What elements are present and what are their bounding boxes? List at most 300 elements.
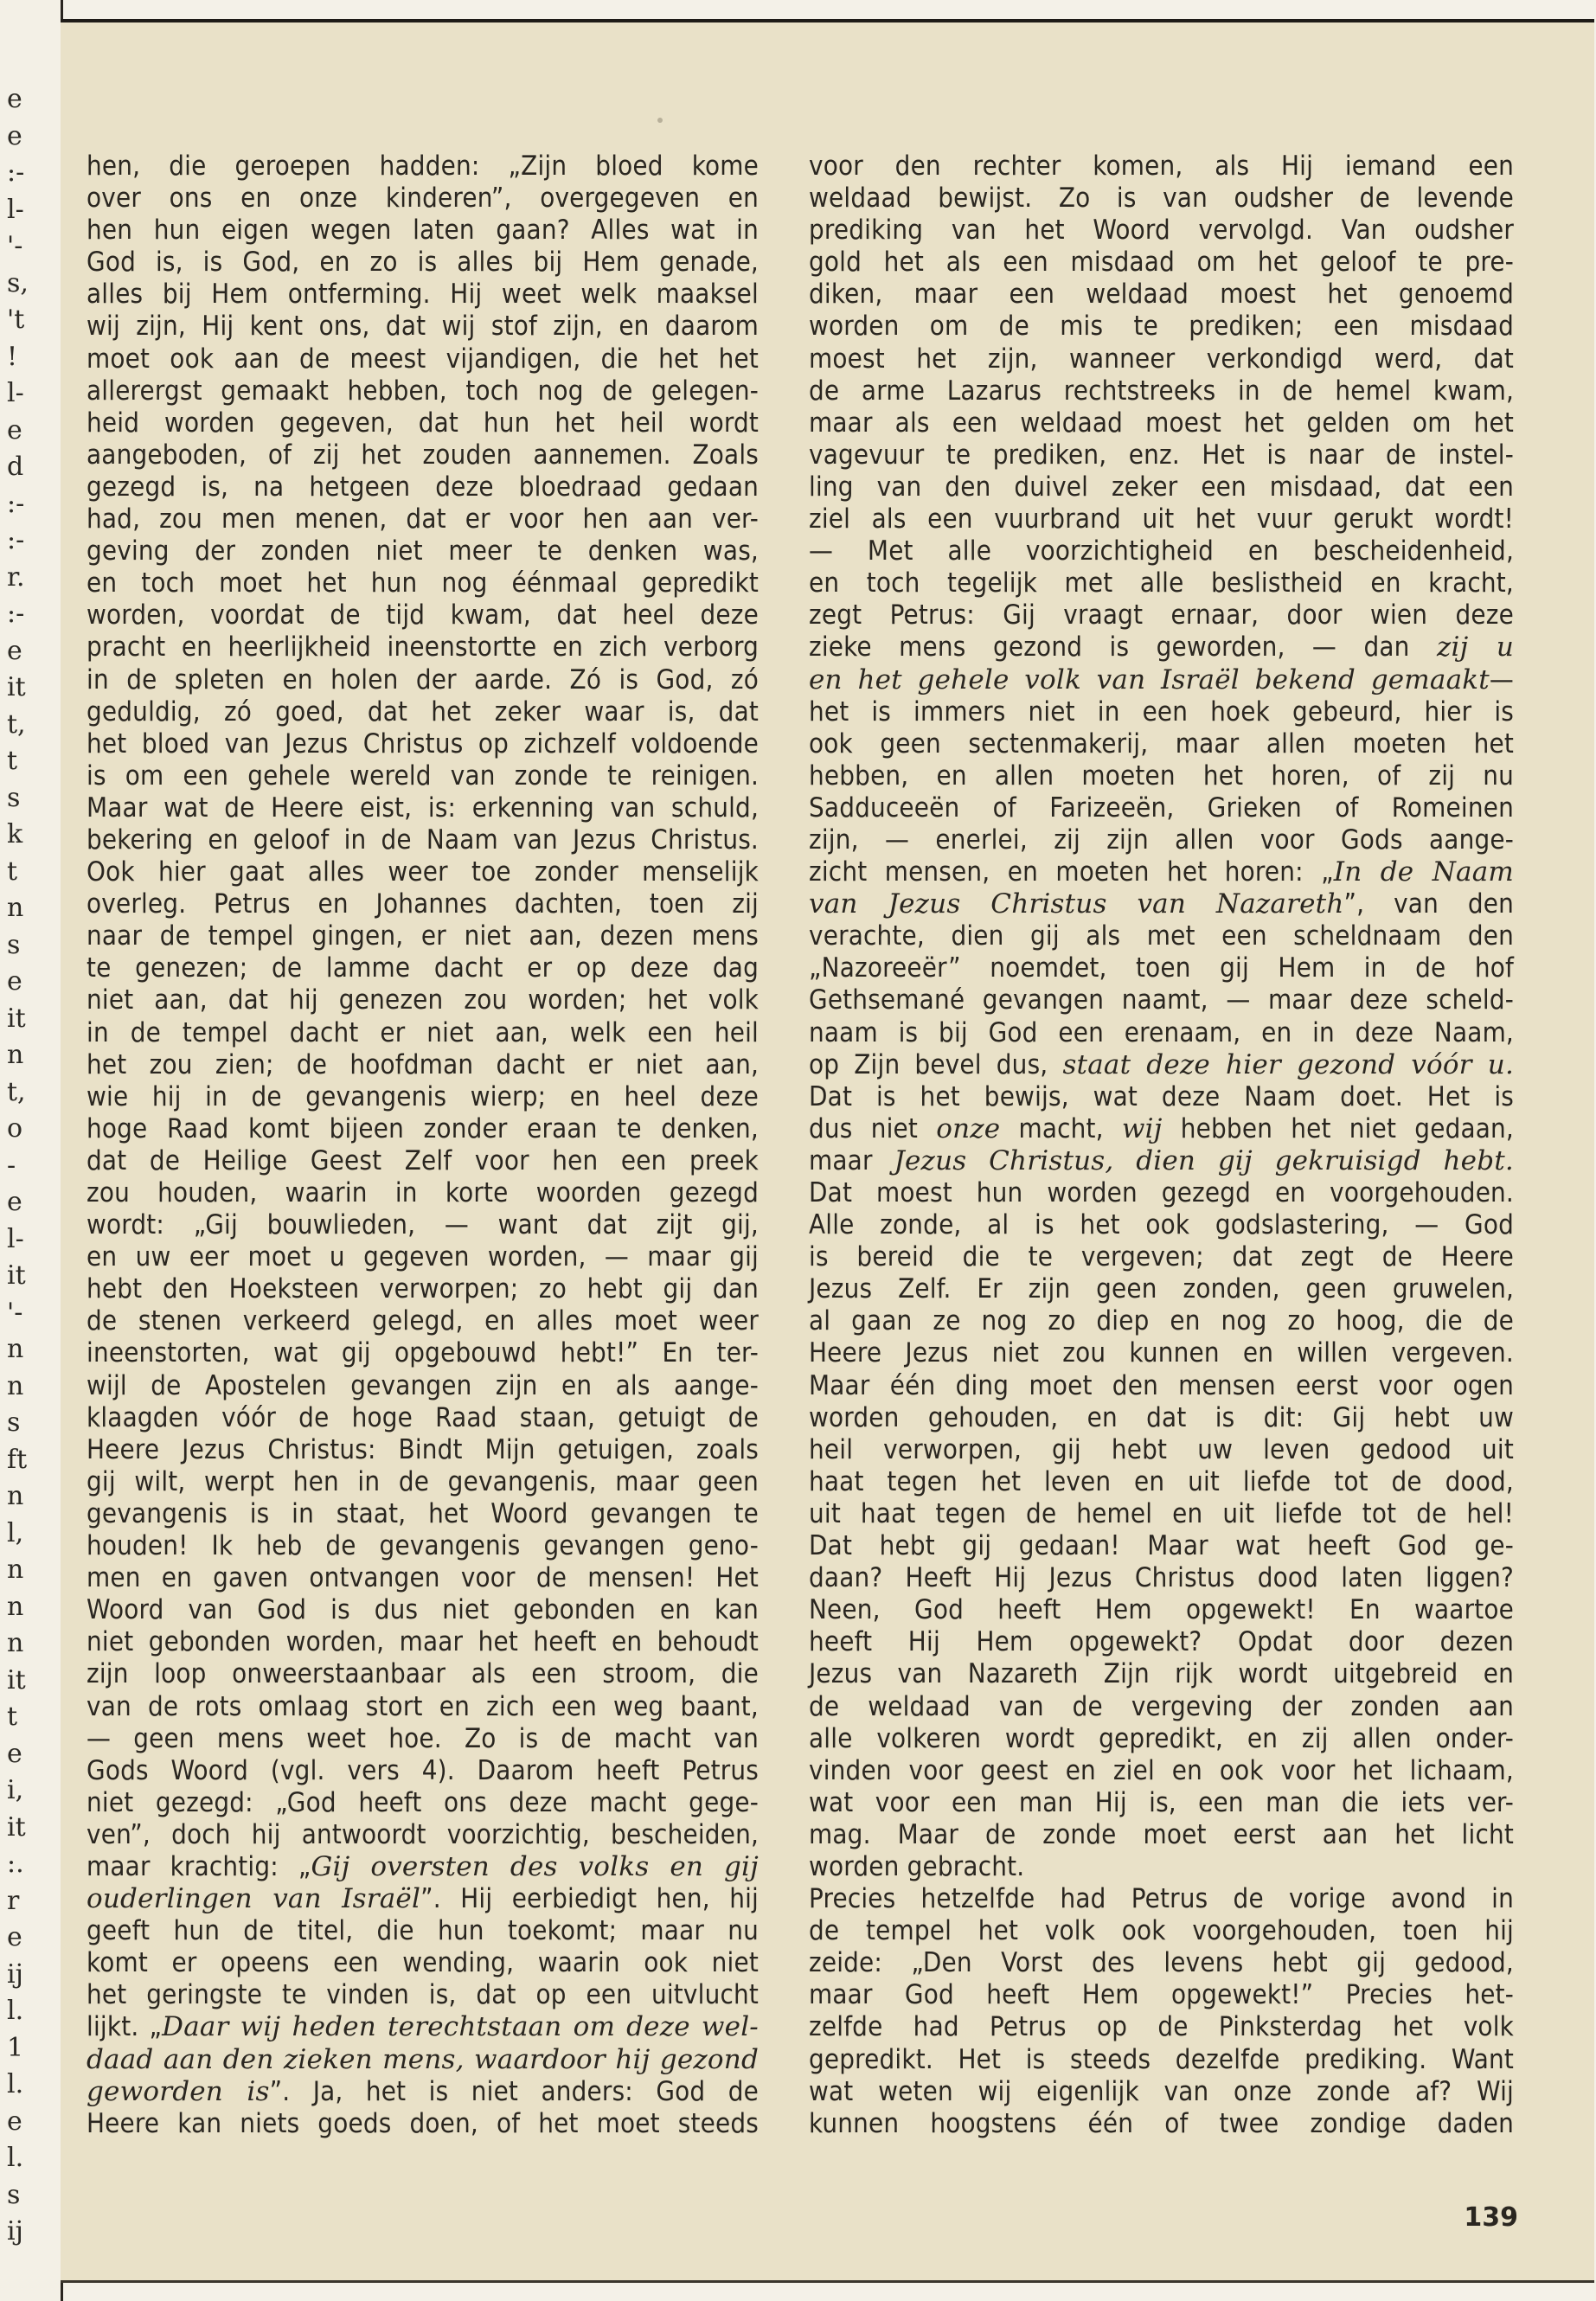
margin-fragment: n [7, 1628, 24, 1658]
margin-fragment: l- [7, 378, 24, 408]
left-line [87, 696, 759, 728]
left-line [87, 1787, 759, 1819]
right-line [809, 1883, 1514, 1915]
left-line [87, 1723, 759, 1755]
text-run: en uw eer moet u gegeven worden, — maar gij [87, 1241, 759, 1273]
margin-fragment: l. [7, 2069, 24, 2099]
left-line [87, 1466, 759, 1498]
text-run: hebt den Hoeksteen verworpen; zo hebt gij dan [87, 1273, 759, 1305]
right-line [809, 247, 1514, 279]
left-line [87, 247, 759, 279]
text-run: het zou zien; de hoofdman dacht er niet aan, [87, 1048, 759, 1080]
left-text-column [87, 151, 759, 2140]
margin-fragment: l. [7, 1996, 24, 2026]
margin-fragment: s [7, 2179, 21, 2210]
text-run: maar als een weldaad moest het gelden om het [809, 407, 1514, 439]
text-run: de stenen verkeerd gelegd, en alles moet weer [87, 1305, 759, 1337]
left-line [87, 1979, 759, 2011]
margin-fragment: l, [7, 1517, 24, 1548]
left-line [87, 1915, 759, 1947]
text-run: Heere Jezus Christus: Bindt Mijn getuigen, zoals [87, 1433, 759, 1465]
margin-fragment: ft [7, 1444, 28, 1475]
text-run: Sadduceeën of Farizeeën, Grieken of Romeinen [809, 792, 1514, 824]
left-line [87, 1755, 759, 1787]
text-run: Dat hebt gij gedaan! Maar wat heeft God ge- [809, 1530, 1514, 1562]
text-run: vagevuur te prediken, enz. Het is naar de instel- [809, 439, 1514, 471]
right-line [809, 1017, 1514, 1049]
right-line [809, 1979, 1514, 2011]
italic-text: Jezus Christus, dien gij gekruisigd hebt. [894, 1144, 1514, 1176]
margin-fragment: r. [7, 561, 25, 593]
text-run: zelfde had Petrus op de Pinksterdag het volk [809, 2011, 1514, 2043]
text-run: niet gebonden worden, maar het heeft en behoudt [87, 1626, 759, 1658]
text-run: Dat is het bewijs, wat deze Naam doet. Het is [809, 1080, 1514, 1112]
text-run: prediking van het Woord vervolgd. Van oudsher [809, 215, 1514, 247]
left-line [87, 375, 759, 407]
right-line [809, 1466, 1514, 1498]
right-line [809, 567, 1514, 599]
right-line [809, 1241, 1514, 1273]
left-line [87, 535, 759, 567]
text-run: aangeboden, of zij het zouden aannemen. Zoals [87, 439, 759, 471]
text-run: gij wilt, werpt hen in de gevangenis, maar geen [87, 1465, 759, 1497]
left-line [87, 1626, 759, 1658]
margin-fragment: 't [7, 304, 25, 335]
text-run: Heere Jezus niet zou kunnen en willen vergeven. [809, 1337, 1514, 1369]
text-run: wordt: „Gij bouwlieden, — want dat zijt gij, [87, 1209, 759, 1241]
margin-fragment: n [7, 1591, 24, 1622]
right-line [809, 728, 1514, 760]
margin-fragment: k [7, 819, 23, 849]
text-run: — Met alle voorzichtigheid en bescheidenheid, [809, 535, 1514, 567]
text-run: zijn loop onweerstaanbaar als een stroom, die [87, 1658, 759, 1690]
right-line [809, 888, 1514, 920]
text-run: het geringste te vinden is, dat op een uitvlucht [87, 1979, 759, 2011]
margin-fragment: '- [7, 231, 23, 261]
right-line [809, 1145, 1514, 1177]
margin-fragment: t [7, 746, 18, 776]
left-line [87, 1530, 759, 1562]
text-run: God is, is God, en zo is alles bij Hem genade, [87, 247, 759, 279]
margin-fragment: it [7, 1811, 26, 1843]
left-line [87, 1305, 759, 1337]
left-line [87, 664, 759, 696]
left-line [87, 567, 759, 599]
margin-fragment: d [7, 452, 24, 482]
text-run: „Nazoreeër” noemdet, toen gij Hem in de hof [809, 952, 1514, 984]
left-line [87, 151, 759, 183]
right-line [809, 1530, 1514, 1562]
italic-text: van Jezus Christus van Nazareth [809, 888, 1344, 920]
right-line [809, 1113, 1514, 1145]
text-run: worden gehouden, en dat is dit: Gij hebt uw [809, 1401, 1514, 1433]
text-run: allerergst gemaakt hebben, toch nog de gelegen- [87, 375, 759, 407]
text-run: Gods Woord (vgl. vers 4). Daarom heeft Petrus [87, 1754, 759, 1786]
book-page [61, 19, 1594, 2283]
left-line [87, 1049, 759, 1081]
margin-fragment: e [7, 84, 22, 114]
text-run: zijn, — enerlei, zij zijn allen voor Gods aange- [809, 824, 1514, 856]
text-run: Heere kan niets goeds doen, of het moet steeds [87, 2107, 759, 2139]
margin-fragment: it [7, 672, 26, 702]
left-line [87, 792, 759, 824]
right-line [809, 1049, 1514, 1081]
right-line [809, 2011, 1514, 2043]
text-run: daan? Heeft Hij Jezus Christus dood laten liggen? [809, 1562, 1514, 1594]
text-run: Dat moest hun worden gezegd en voorgehouden. [809, 1177, 1514, 1208]
text-run: Jezus van Nazareth Zijn rijk wordt uitgebreid en [809, 1658, 1514, 1690]
text-run: dus niet [809, 1112, 937, 1144]
left-line [87, 1434, 759, 1466]
margin-fragment: t, [7, 708, 26, 740]
right-line [809, 407, 1514, 439]
right-line [809, 151, 1514, 183]
right-line [809, 856, 1514, 888]
margin-fragment: :- [7, 488, 25, 519]
margin-fragment: e [7, 1738, 22, 1769]
left-line [87, 1177, 759, 1209]
left-line [87, 631, 759, 663]
right-line [809, 1177, 1514, 1209]
left-line [87, 343, 759, 375]
left-line [87, 920, 759, 952]
text-run: houden! Ik heb de gevangenis gevangen geno- [87, 1530, 759, 1562]
margin-fragment: i, [7, 1775, 24, 1805]
left-line [87, 311, 759, 343]
margin-fragment: n [7, 1554, 24, 1585]
right-line [809, 1337, 1514, 1369]
margin-fragment: ij [7, 2216, 23, 2247]
text-run: komt er opeens een wending, waarin ook niet [87, 1947, 759, 1979]
text-run: alles bij Hem ontferming. Hij weet welk maaksel [87, 279, 759, 311]
text-run: weldaad bewijst. Zo is van oudsher de levende [809, 183, 1514, 215]
right-line [809, 1851, 1514, 1883]
left-line [87, 888, 759, 920]
text-run: verachte, dien gij als met een scheldnaam den [809, 920, 1514, 952]
right-line [809, 2076, 1514, 2108]
text-run: heid worden gegeven, dat hun het heil wordt [87, 407, 759, 439]
text-run: ling van den duivel zeker een misdaad, dat een [809, 471, 1514, 503]
text-run: hen hun eigen wegen laten gaan? Alles wat in [87, 215, 759, 247]
right-line [809, 696, 1514, 728]
left-line [87, 1851, 759, 1883]
margin-fragment: r [7, 1885, 20, 1916]
right-line [809, 1626, 1514, 1658]
left-line [87, 599, 759, 631]
right-line [809, 631, 1514, 663]
margin-fragment: 1 [7, 2032, 24, 2063]
left-line [87, 503, 759, 535]
italic-text: en het gehele volk van Israël bekend gemaakt [809, 663, 1490, 695]
text-run: en toch tegelijk met alle beslistheid en kracht, [809, 567, 1514, 599]
left-line [87, 1081, 759, 1113]
text-run: ineenstorten, wat gij opgebouwd hebt!” En ter- [87, 1337, 759, 1369]
text-run: maar krachtig: „ [87, 1850, 311, 1882]
text-run: in de tempel dacht er niet aan, welk een heil [87, 1016, 759, 1048]
text-run: ook geen sectenmakerij, maar allen moeten het [809, 727, 1514, 760]
margin-fragment: :. [7, 1849, 24, 1879]
text-run: van de rots omlaag stort en zich een weg baant, [87, 1690, 759, 1722]
text-run: geeft hun de titel, die hun toekomt; maar nu [87, 1915, 759, 1947]
text-run: hebben het niet gedaan, [1162, 1112, 1514, 1144]
text-run: Jezus Zelf. Er zijn geen zonden, geen gruwelen, [809, 1273, 1514, 1305]
left-line [87, 1017, 759, 1049]
paper-speck [657, 118, 663, 123]
margin-fragment: :- [7, 599, 25, 629]
text-run: kunnen hoogstens één of twee zondige daden [809, 2107, 1514, 2139]
text-run: wat weten wij eigenlijk van onze zonde af? Wij [809, 2075, 1514, 2107]
text-run: haat tegen het leven en uit liefde tot de dood, [809, 1465, 1514, 1497]
italic-text: ouderlingen van Israël [87, 1883, 421, 1915]
text-run: zicht mensen, en moeten het horen: „ [809, 856, 1334, 888]
left-line [87, 279, 759, 311]
right-line [809, 1755, 1514, 1787]
left-line [87, 824, 759, 856]
text-run: naam is bij God een erenaam, en in deze Naam, [809, 1016, 1514, 1048]
left-line [87, 215, 759, 247]
margin-fragment: it [7, 1664, 26, 1695]
right-line [809, 1370, 1514, 1402]
text-run: mag. Maar de zonde moet eerst aan het licht [809, 1818, 1514, 1850]
right-line [809, 2108, 1514, 2140]
text-run: Neen, God heeft Hem opgewekt! En waartoe [809, 1594, 1514, 1626]
right-line [809, 984, 1514, 1016]
italic-text: wij [1121, 1112, 1163, 1144]
text-run: wat voor een man Hij is, een man die iets ver- [809, 1786, 1514, 1818]
left-line [87, 1337, 759, 1369]
left-line [87, 1370, 759, 1402]
text-run: maar God heeft Hem opgewekt!” Precies het- [809, 1979, 1514, 2011]
text-run: ven”, doch hij antwoordt voorzichtig, bescheiden, [87, 1818, 759, 1850]
margin-fragment: e [7, 635, 22, 666]
italic-text: staat deze hier gezond vóór u. [1062, 1048, 1514, 1080]
text-run: het is immers niet in een hoek gebeurd, hier is [809, 695, 1514, 727]
left-line [87, 1658, 759, 1690]
right-line [809, 1787, 1514, 1819]
text-run: worden, voordat de tijd kwam, dat heel deze [87, 599, 759, 631]
italic-text: geworden is [87, 2075, 270, 2107]
text-run: heil verworpen, gij hebt uw leven gedood uit [809, 1433, 1514, 1465]
right-line [809, 311, 1514, 343]
left-line [87, 1113, 759, 1145]
left-line [87, 1562, 759, 1594]
right-line [809, 503, 1514, 535]
right-line [809, 215, 1514, 247]
left-line [87, 1594, 759, 1626]
margin-fragment: t, [7, 1076, 26, 1107]
margin-fragment: e [7, 1922, 22, 1952]
text-run: ”. Ja, het is niet anders: God de [269, 2075, 759, 2107]
right-line [809, 1691, 1514, 1723]
right-line [809, 824, 1514, 856]
text-run: Woord van God is dus niet gebonden en kan [87, 1594, 759, 1626]
right-line [809, 183, 1514, 215]
left-line [87, 952, 759, 984]
text-run: wijl de Apostelen gevangen zijn en als aange- [87, 1369, 759, 1401]
text-run: pracht en heerlijkheid ineenstortte en zich verborg [87, 631, 759, 663]
text-run: de weldaad van de vergeving der zonden aan [809, 1690, 1514, 1722]
margin-fragment: ! [7, 341, 18, 372]
margin-fragment: e [7, 966, 22, 997]
left-line [87, 760, 759, 792]
text-run: is om een gehele wereld van zonde te reinigen. [87, 760, 759, 792]
text-run: zegt Petrus: Gij vraagt ernaar, door wien deze [809, 599, 1514, 631]
left-line [87, 728, 759, 760]
right-line [809, 1915, 1514, 1947]
margin-fragment: n [7, 1481, 24, 1511]
left-line [87, 856, 759, 888]
text-run: Alle zonde, al is het ook godslastering, — God [809, 1209, 1514, 1241]
margin-fragment: s, [7, 267, 29, 298]
right-line [809, 1498, 1514, 1530]
text-run: en toch moet het hun nog éénmaal gepredikt [87, 567, 759, 599]
margin-fragment: o [7, 1113, 23, 1144]
right-line [809, 1562, 1514, 1594]
left-line [87, 1241, 759, 1273]
text-run: diken, maar een weldaad moest het genoemd [809, 279, 1514, 311]
left-line [87, 2076, 759, 2108]
text-run: de tempel het volk ook voorgehouden, toen hij [809, 1915, 1514, 1947]
page-number: 139 [1464, 2202, 1518, 2233]
margin-fragment: n [7, 1334, 24, 1364]
text-run: Precies hetzelfde had Petrus de vorige avond in [809, 1883, 1514, 1915]
right-line [809, 1947, 1514, 1979]
italic-text: Daar wij heden terechtstaan om deze wel- [162, 2011, 759, 2043]
text-run: niet aan, dat hij genezen zou worden; het volk [87, 984, 759, 1016]
right-line [809, 664, 1514, 696]
text-run: gepredikt. Het is steeds dezelfde prediking. Want [809, 2043, 1514, 2075]
text-run: zeide: „Den Vorst des levens hebt gij gedood, [809, 1947, 1514, 1979]
text-run: geduldig, zó goed, dat het zeker waar is, dat [87, 695, 759, 727]
text-run: over ons en onze kinderen”, overgegeven en [87, 183, 759, 215]
right-line [809, 1081, 1514, 1113]
left-line [87, 1883, 759, 1915]
left-line [87, 1273, 759, 1305]
margin-fragment: ij [7, 1958, 23, 1990]
right-line [809, 920, 1514, 952]
text-run: al gaan ze nog zo diep en nog zo hoog, die de [809, 1305, 1514, 1337]
margin-fragment: e [7, 2106, 22, 2137]
text-run: moest het zijn, wanneer verkondigd werd, dat [809, 343, 1514, 375]
left-line [87, 1145, 759, 1177]
margin-fragment: e [7, 1187, 22, 1217]
text-run: alle volkeren wordt gepredikt, en zij allen onder- [809, 1722, 1514, 1754]
right-line [809, 1658, 1514, 1690]
left-line [87, 471, 759, 503]
margin-fragment: t [7, 856, 18, 887]
text-run: voor den rechter komen, als Hij iemand een [809, 151, 1514, 182]
left-line [87, 1691, 759, 1723]
text-run: overleg. Petrus en Johannes dachten, toen zij [87, 888, 759, 920]
text-run: ”, van den [1343, 888, 1515, 920]
left-line [87, 183, 759, 215]
left-line [87, 1402, 759, 1434]
text-run: niet gezegd: „God heeft ons deze macht gege- [87, 1786, 759, 1818]
margin-fragment: '- [7, 1297, 23, 1328]
margin-fragment: s [7, 782, 21, 813]
margin-fragment: e [7, 120, 22, 151]
text-run: heeft Hij Hem opgewekt? Opdat door dezen [809, 1626, 1514, 1658]
italic-text: Gij oversten des volks en gij [311, 1850, 759, 1882]
margin-fragment: it [7, 1003, 26, 1034]
text-run: gold het als een misdaad om het geloof te pre- [809, 247, 1514, 279]
text-run: gevangenis is in staat, het Woord gevangen te [87, 1497, 759, 1529]
left-line [87, 439, 759, 471]
right-line [809, 1273, 1514, 1305]
right-line [809, 1723, 1514, 1755]
margin-fragment: s [7, 929, 21, 960]
right-line [809, 375, 1514, 407]
right-line [809, 1434, 1514, 1466]
left-line [87, 1947, 759, 1979]
right-line [809, 760, 1514, 792]
left-line [87, 407, 759, 439]
text-run: het bloed van Jezus Christus op zichzelf voldoende [87, 727, 759, 760]
text-run: gezegd is, na hetgeen deze bloedraad gedaan [87, 471, 759, 503]
text-run: bekering en geloof in de Naam van Jezus Christus. [87, 824, 759, 856]
text-run: naar de tempel gingen, er niet aan, dezen mens [87, 920, 759, 952]
margin-fragment: l. [7, 2143, 24, 2173]
left-line [87, 1498, 759, 1530]
text-run: te genezen; de lamme dacht er op deze dag [87, 952, 759, 984]
text-run: geving der zonden niet meer te denken was, [87, 535, 759, 567]
text-run: zou houden, waarin in korte woorden gezegd [87, 1177, 759, 1208]
right-text-column [809, 151, 1514, 2140]
left-line [87, 2044, 759, 2076]
left-line [87, 1209, 759, 1241]
italic-text: zij u [1436, 631, 1514, 663]
right-line [809, 1594, 1514, 1626]
text-run: lijkt. „ [87, 2011, 163, 2043]
italic-text: In de Naam [1333, 856, 1514, 888]
text-run: Maar één ding moet den mensen eerst voor ogen [809, 1369, 1514, 1401]
text-run: uit haat tegen de hemel en uit liefde tot de hel! [809, 1497, 1514, 1529]
text-run: maar [809, 1144, 894, 1176]
left-line [87, 2108, 759, 2140]
margin-fragment: e [7, 414, 22, 445]
right-line [809, 535, 1514, 567]
right-line [809, 471, 1514, 503]
text-run: — geen mens weet hoe. Zo is de macht van [87, 1722, 759, 1754]
margin-fragment: l- [7, 194, 24, 225]
text-run: men en gaven ontvangen voor de mensen! Het [87, 1562, 759, 1594]
right-line [809, 343, 1514, 375]
margin-fragment: it [7, 1260, 26, 1291]
right-line [809, 792, 1514, 824]
text-run: zieke mens gezond is geworden, — dan [809, 631, 1437, 663]
right-line [809, 1402, 1514, 1434]
text-run: dat de Heilige Geest Zelf voor hen een preek [87, 1144, 759, 1176]
right-line [809, 1209, 1514, 1241]
right-line [809, 2044, 1514, 2076]
text-run: worden om de mis te prediken; een misdaad [809, 311, 1514, 343]
right-line [809, 1305, 1514, 1337]
left-line [87, 984, 759, 1016]
text-run: had, zou men menen, dat er voor hen aan ver- [87, 503, 759, 535]
margin-fragment: s [7, 1407, 21, 1438]
margin-fragment: n [7, 893, 24, 923]
text-run: vinden voor geest en ziel en ook voor het lichaam, [809, 1754, 1514, 1786]
text-run: de arme Lazarus rechtstreeks in de hemel kwam, [809, 375, 1514, 407]
text-run: in de spleten en holen der aarde. Zó is God, zó [87, 663, 759, 695]
margin-fragment: n [7, 1040, 24, 1070]
left-line [87, 1819, 759, 1851]
text-run: wie hij in de gevangenis wierp; en heel deze [87, 1080, 759, 1112]
text-run: wij zijn, Hij kent ons, dat wij stof zijn, en daarom [87, 311, 759, 343]
text-run: macht, [1000, 1112, 1122, 1144]
adjacent-page-margin [0, 0, 63, 2301]
text-run: moet ook aan de meest vijandigen, die het het [87, 343, 759, 375]
